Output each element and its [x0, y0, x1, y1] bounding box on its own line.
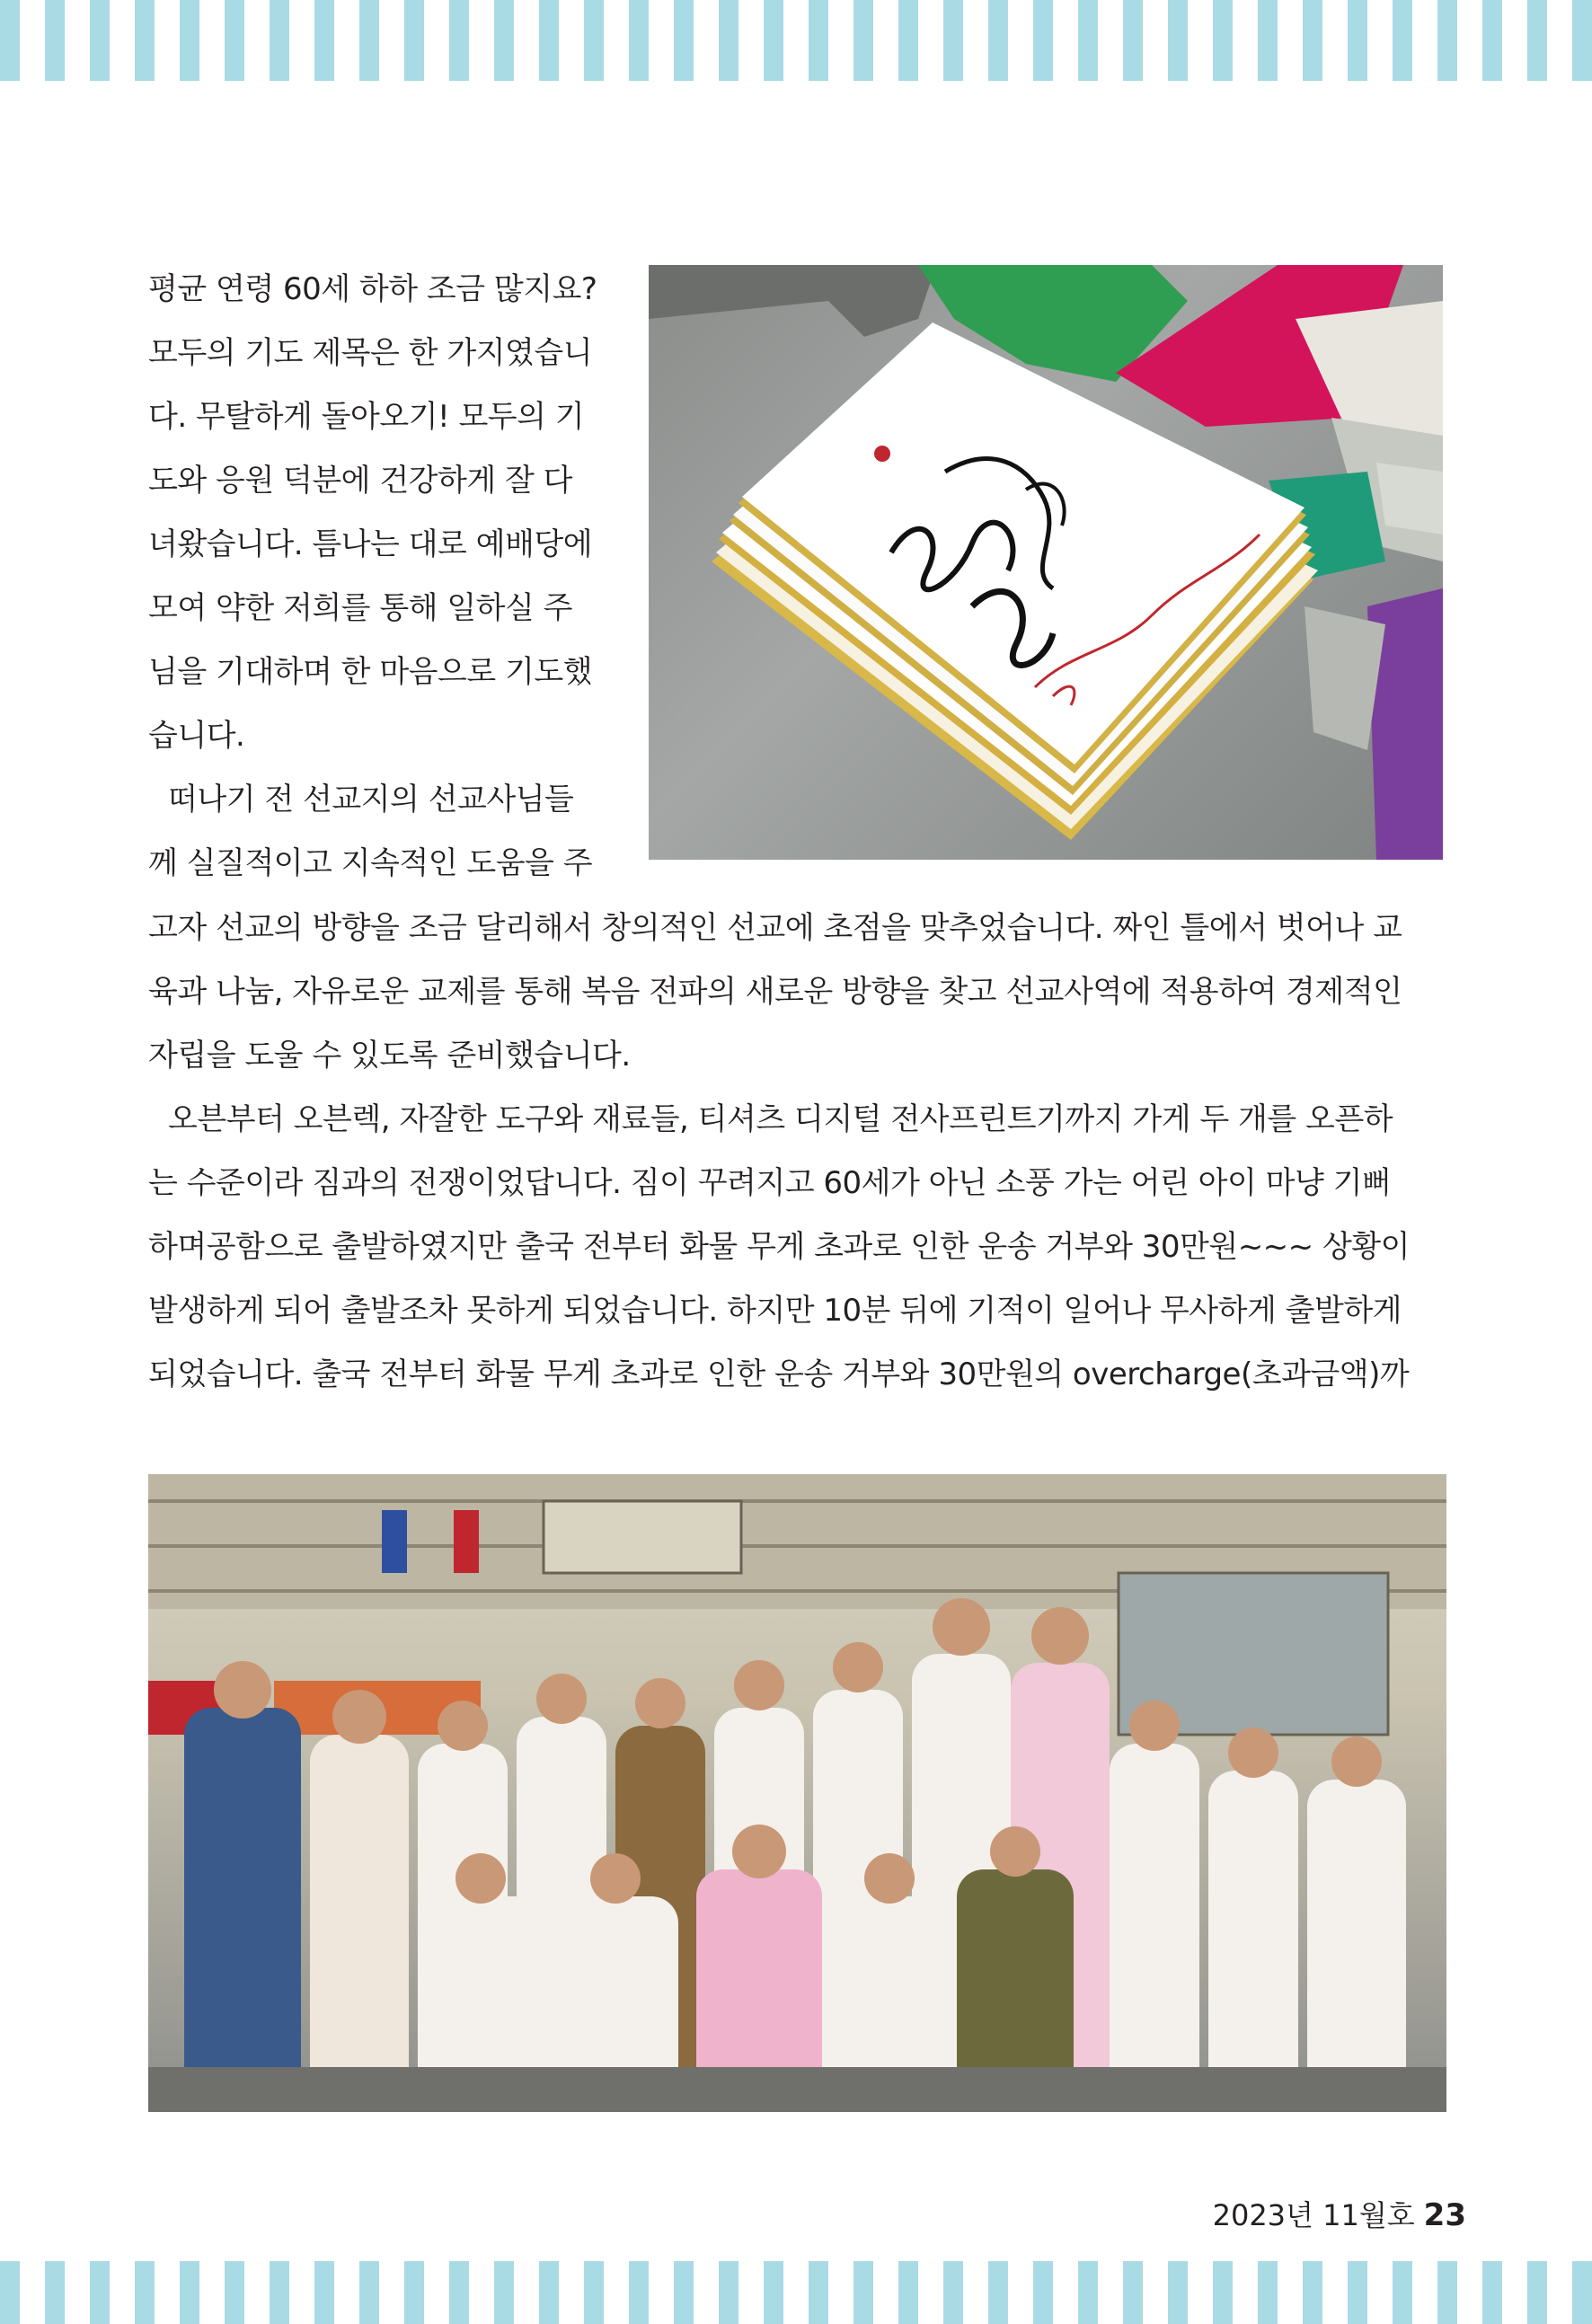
text-line: 하며공함으로 출발하였지만 출국 전부터 화물 무게 초과로 인한 운송 거부와 30만원~~~ 상황이 [148, 1229, 1410, 1265]
text-line: 발생하게 되어 출발조차 못하게 되었습니다. 하지만 10분 뒤에 기적이 일어나 무사하게 출발하게 [148, 1293, 1402, 1329]
issue-label: 2023년 11월호 [1212, 2198, 1415, 2232]
text-line: 는 수준이라 짐과의 전쟁이었답니다. 짐이 꾸려지고 60세가 아닌 소풍 가는 어린 아이 마냥 기뻐 [148, 1165, 1392, 1201]
left-column-text [148, 258, 615, 896]
top-stripe-border [0, 0, 1592, 81]
text-line: 도와 응원 덕분에 건강하게 잘 다 [148, 463, 573, 499]
wide-column-text [148, 897, 1442, 1407]
bottom-stripe-border [0, 2261, 1592, 2324]
calligraphy-cards-illustration [649, 265, 1443, 860]
text-line: 녀왔습니다. 틈나는 대로 예배당에 [148, 526, 593, 562]
text-line: 육과 나눔, 자유로운 교제를 통해 복음 전파의 새로운 방향을 찾고 선교사역에 적용하여 경제적인 [148, 974, 1402, 1010]
text-line: 님을 기대하며 한 마음으로 기도했 [148, 654, 593, 690]
text-line: 모여 약한 저희를 통해 일하실 주 [148, 590, 573, 626]
group-photo [148, 1474, 1446, 2112]
text-line: 모두의 기도 제목은 한 가지였습니 [148, 335, 593, 371]
text-line: 자립을 도울 수 있도록 준비했습니다. [148, 1038, 631, 1074]
page-footer [1213, 2193, 1466, 2234]
text-line: 되었습니다. 출국 전부터 화물 무게 초과로 인한 운송 거부와 30만원의 overcharge(초과금액)까 [148, 1356, 1410, 1392]
text-line: 떠나기 전 선교지의 선교사님들 [168, 782, 574, 817]
text-line: 고자 선교의 방향을 조금 달리해서 창의적인 선교에 초점을 맞추었습니다. 짜인 틀에서 벗어나 교 [148, 910, 1402, 946]
text-line: 다. 무탈하게 돌아오기! 모두의 기 [148, 399, 585, 435]
page-number: 23 [1423, 2197, 1466, 2233]
text-line: 오븐부터 오븐렉, 자잘한 도구와 재료들, 티셔츠 디지털 전사프린트기까지 가게 두 개를 오픈하 [168, 1101, 1393, 1137]
group-photo-illustration [148, 1474, 1446, 2112]
text-line: 께 실질적이고 지속적인 도움을 주 [148, 845, 593, 881]
calligraphy-cards-photo [649, 265, 1443, 860]
text-line: 평균 연령 60세 하하 조금 많지요? [148, 271, 597, 307]
text-line: 습니다. [148, 718, 245, 754]
